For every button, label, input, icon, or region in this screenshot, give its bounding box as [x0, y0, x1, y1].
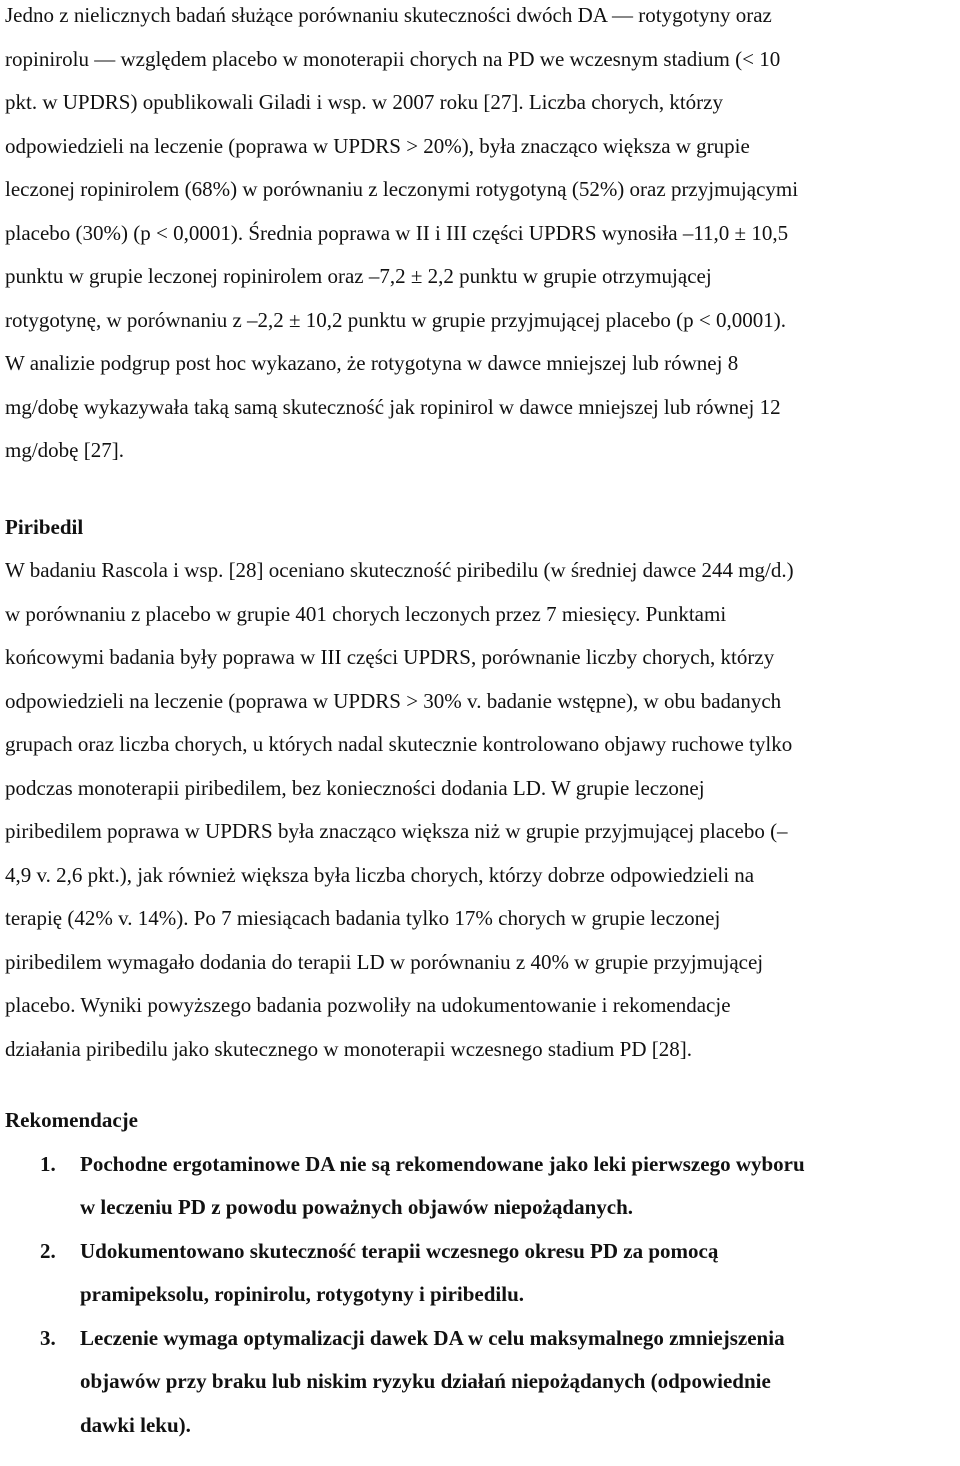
text-line: W badaniu Rascola i wsp. [28] oceniano skuteczność piribedilu (w średniej dawce 244 mg/d.) [5, 558, 794, 582]
text-line: podczas monoterapii piribedilem, bez konieczności dodania LD. W grupie leczonej [5, 775, 705, 800]
recommendation-item [5, 1236, 955, 1323]
recommendations-list [5, 1149, 955, 1454]
text-line: Jedno z nielicznych badań służące porównaniu skuteczności dwóch DA — rotygotyny oraz [5, 3, 772, 27]
text-line: mg/dobę wykazywała taką samą skuteczność jak ropinirol w dawce mniejszej lub równej 12 [5, 394, 781, 419]
section-spacer [5, 479, 955, 512]
text-line: końcowymi badania były poprawa w III części UPDRS, porównanie liczby chorych, którzy [5, 645, 775, 669]
text-line: W analizie podgrup post hoc wykazano, że rotygotyna w dawce mniejszej lub równej 8 [5, 351, 739, 375]
text-line: terapię (42% v. 14%). Po 7 miesiącach badania tylko 17% chorych w grupie leczonej [5, 906, 721, 930]
text-line: Leczenie wymaga optymalizacji dawek DA w celu maksymalnego zmniejszenia [80, 1325, 785, 1350]
section-recommendations [5, 1105, 955, 1453]
text-line: piribedilem poprawa w UPDRS była znacząco większa niż w grupie przyjmującej placebo (– [5, 819, 788, 843]
recommendation-item [5, 1323, 955, 1454]
text-line: w leczeniu PD z powodu poważnych objawów niepożądanych. [80, 1195, 634, 1219]
paragraph-dopamine-agonists-comparison [5, 0, 955, 479]
text-line: placebo. Wyniki powyższego badania pozwoliły na udokumentowanie i rekomendacje [5, 993, 731, 1017]
section-heading-piribedil: Piribedil [5, 514, 84, 539]
text-line: placebo (30%) (p < 0,0001). Średnia poprawa w II i III części UPDRS wynosiła –11,0 ± 10,5 [5, 220, 789, 245]
text-line: Pochodne ergotaminowe DA nie są rekomendowane jako leki pierwszego wyboru [80, 1151, 805, 1176]
text-line: grupach oraz liczba chorych, u których nadal skutecznie kontrolowano objawy ruchowe tylko [5, 732, 793, 756]
text-line: Udokumentowano skuteczność terapii wczesnego okresu PD za pomocą [80, 1238, 719, 1263]
text-line: 4,9 v. 2,6 pkt.), jak również większa była liczba chorych, którzy dobrze odpowiedzieli na [5, 862, 755, 887]
document-page [5, 0, 955, 1453]
section-heading-recommendations: Rekomendacje [5, 1108, 138, 1132]
text-line: ropinirolu — względem placebo w monoterapii chorych na PD we wczesnym stadium (< 10 [5, 46, 781, 71]
text-line: pkt. w UPDRS) opublikowali Giladi i wsp. w 2007 roku [27]. Liczba chorych, którzy [5, 90, 723, 114]
text-line: objawów przy braku lub niskim ryzyku działań niepożądanych (odpowiednie [80, 1369, 771, 1393]
text-line: mg/dobę [27]. [5, 438, 124, 462]
text-line: punktu w grupie leczonej ropinirolem oraz –7,2 ± 2,2 punktu w grupie otrzymującej [5, 264, 712, 288]
recommendation-item [5, 1149, 955, 1236]
list-number: 1. [40, 1151, 56, 1176]
text-line: pramipeksolu, ropinirolu, rotygotyny i piribedilu. [80, 1282, 525, 1306]
text-line: w porównaniu z placebo w grupie 401 chorych leczonych przez 7 miesięcy. Punktami [5, 601, 727, 626]
section-piribedil [5, 512, 955, 1078]
text-line: działania piribedilu jako skutecznego w monoterapii wczesnego stadium PD [28]. [5, 1036, 692, 1061]
list-number: 2. [40, 1238, 56, 1263]
text-line: dawki leku). [80, 1412, 191, 1437]
list-number: 3. [40, 1325, 56, 1350]
text-line: piribedilem wymagało dodania do terapii LD w porównaniu z 40% w grupie przyjmującej [5, 949, 764, 974]
text-line: odpowiedzieli na leczenie (poprawa w UPDRS > 30% v. badanie wstępne), w obu badanych [5, 688, 782, 713]
text-line: rotygotynę, w porównaniu z –2,2 ± 10,2 punktu w grupie przyjmującej placebo (p < 0,0001). [5, 307, 786, 332]
text-line: leczonej ropinirolem (68%) w porównaniu z leczonymi rotygotyną (52%) oraz przyjmującymi [5, 177, 799, 201]
section-spacer [5, 1077, 955, 1105]
text-line: odpowiedzieli na leczenie (poprawa w UPDRS > 20%), była znacząco większa w grupie [5, 133, 750, 158]
